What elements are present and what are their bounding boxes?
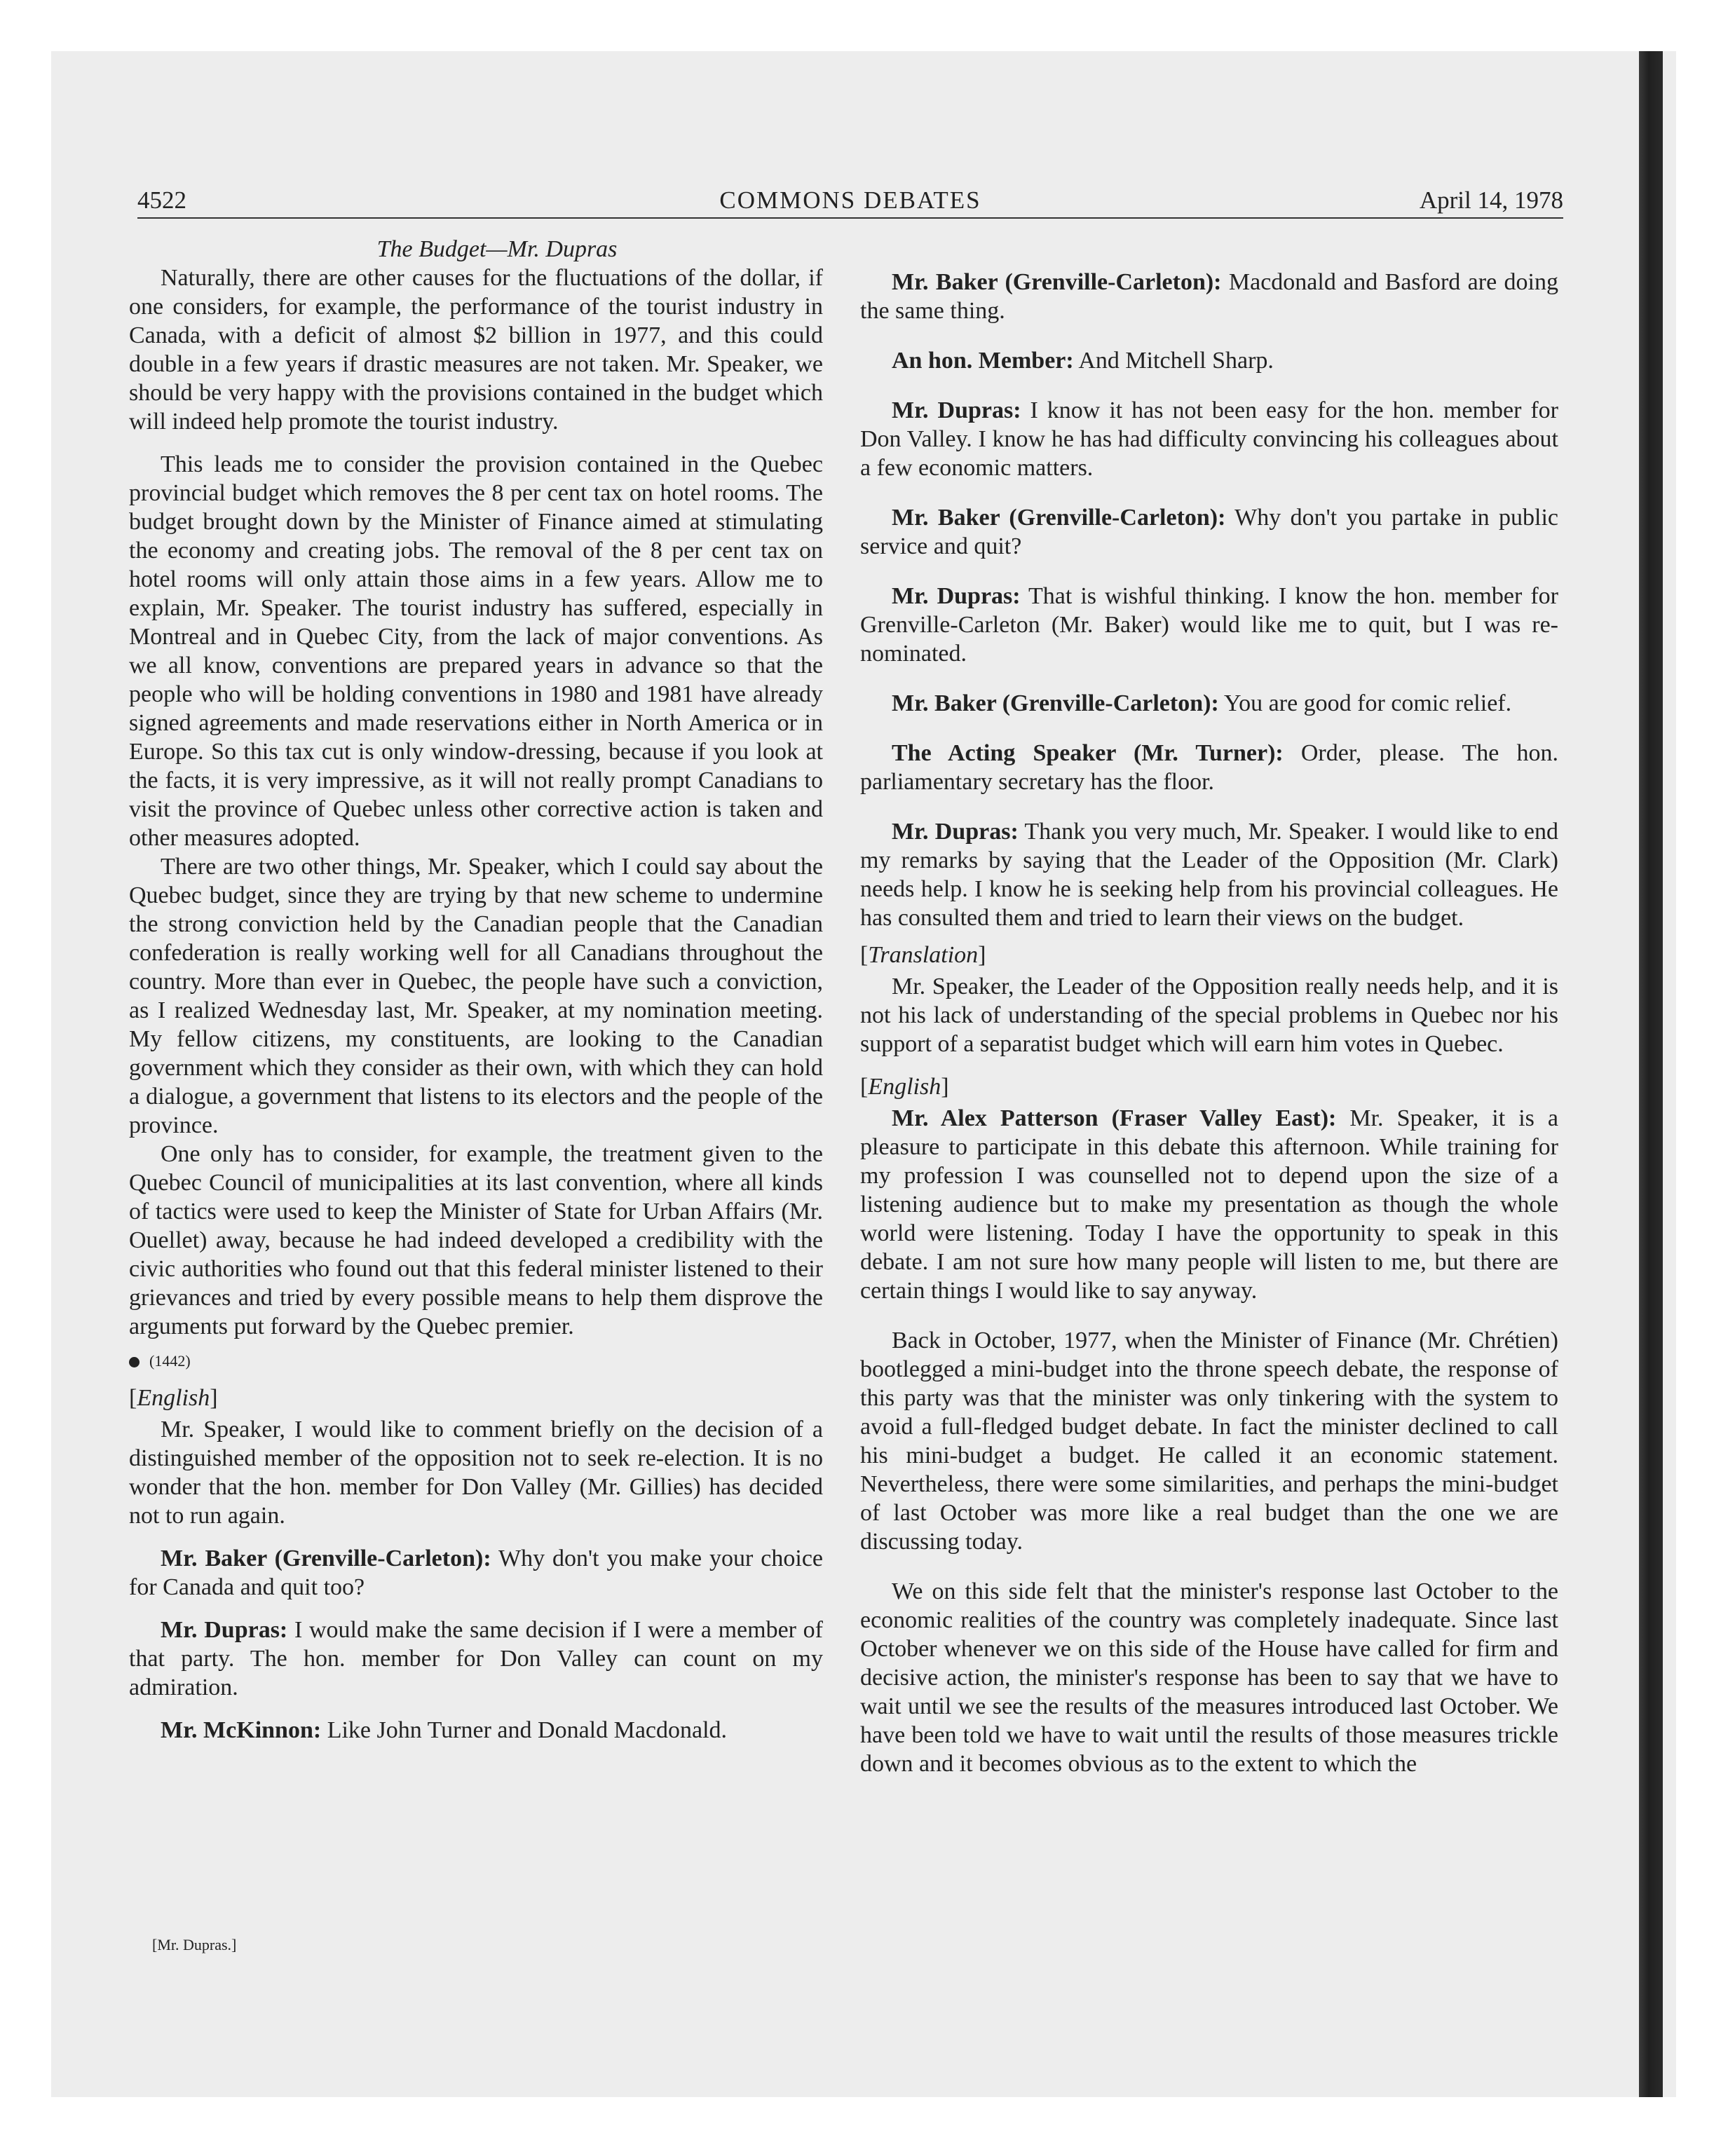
- speaker-name: Mr. Dupras:: [161, 1617, 288, 1643]
- speech: [860, 346, 1558, 375]
- speech-text: Order, please. The hon. parliamentary secretary has the floor.: [860, 740, 1558, 795]
- speech: [860, 503, 1558, 561]
- paragraph: One only has to consider, for example, the treatment given to the Quebec Council of municipalities at its last convention, where all kinds of tactics were used to keep the Minister of State for Urban Affairs (Mr. Ouellet) away, because he had indeed developed a credibility with the civic authorities who found out that this federal minister listened to their grievances and tried by every possible means to help them disprove the arguments put forward by the Quebec premier.: [129, 1141, 823, 1339]
- left-column: [129, 235, 823, 1745]
- publication-title: COMMONS DEBATES: [719, 186, 981, 214]
- speech-text: Macdonald and Basford are doing the same thing.: [860, 269, 1558, 324]
- time-marker: [129, 1346, 823, 1375]
- speaker-name: Mr. Baker (Grenville-Carleton):: [892, 690, 1219, 716]
- speech: [860, 689, 1558, 718]
- speech: [129, 1544, 823, 1602]
- paragraph: Naturally, there are other causes for the fluctuations of the dollar, if one considers, for example, the performance of the tourist industry in Canada, with a deficit of almost $2 billion in 1977, and this could double in a few years if drastic measures are not taken. Mr. Speaker, we should be very happy with the provisions contained in the budget which will indeed help promote the tourist industry.: [129, 265, 823, 435]
- paragraph: Back in October, 1977, when the Minister of Finance (Mr. Chrétien) bootlegged a mini-budget into the throne speech debate, the response of this party was that the minister was only tinkering with the system to avoid a full-fledged budget debate. In fact the minister declined to call his mini-budget a budget. He called it an economic statement. Nevertheless, there were some similarities, and perhaps the mini-budget of last October was more like a real budget than the one we are discussing today.: [860, 1328, 1558, 1555]
- footer-note: [Mr. Dupras.]: [152, 1936, 237, 1953]
- speech: [860, 582, 1558, 668]
- paragraph: Mr. Speaker, the Leader of the Opposition really needs help, and it is not his lack of understanding of the special problems in Quebec nor his support of a separatist budget which will earn him votes in Quebec.: [860, 974, 1558, 1057]
- speech: [860, 739, 1558, 796]
- page-number: 4522: [137, 186, 186, 214]
- running-head: The Budget—Mr. Dupras: [376, 236, 618, 262]
- bullet-icon: [129, 1357, 140, 1367]
- speech: [129, 1616, 823, 1702]
- page-header: [137, 184, 1563, 219]
- speaker-name: An hon. Member:: [892, 348, 1074, 374]
- time-marker-text: (1442): [149, 1352, 191, 1370]
- speaker-name: Mr. Dupras:: [892, 397, 1021, 423]
- scan-edge-shadow: [1639, 51, 1663, 2097]
- speech-text: Why don't you make your choice for Canada and quit too?: [129, 1546, 823, 1600]
- speech-text: I would make the same decision if I were a member of that party. The hon. member for Don Valley can count on my admiration.: [129, 1617, 823, 1700]
- speech: [860, 396, 1558, 482]
- speech-text: Mr. Speaker, it is a pleasure to participate in this debate this afternoon. While training for my profession I was counselled not to depend upon the size of a listening audience but to make my presentation as though the whole world were listening. Today I have the opportunity to speak in this debate. I am not sure how many people will listen to me, but there are certain things I would like to say anyway.: [860, 1105, 1558, 1304]
- paragraph: Mr. Speaker, I would like to comment briefly on the decision of a distinguished member of the opposition not to seek re-election. It is no wonder that the hon. member for Don Valley (Mr. Gillies) has decided not to run again.: [129, 1417, 823, 1529]
- speech-text: Thank you very much, Mr. Speaker. I would like to end my remarks by saying that the Leader of the Opposition (Mr. Clark) needs help. I know he is seeking help from his provincial colleagues. He has consulted them and tried to learn their views on the budget.: [860, 819, 1559, 931]
- language-label: [Translation]: [860, 942, 986, 968]
- paragraph: This leads me to consider the provision contained in the Quebec provincial budget which removes the 8 per cent tax on hotel rooms. The budget brought down by the Minister of Finance aimed at stimulating the economy and creating jobs. The removal of the 8 per cent tax on hotel rooms will only attain those aims in a few years. Allow me to explain, Mr. Speaker. The tourist industry has suffered, especially in Montreal and in Quebec City, from the lack of major conventions. As we all know, conventions are prepared years in advance so that the people who will be holding conventions in 1980 and 1981 have already signed agreements and made reservations either in North America or in Europe. So this tax cut is only window-dressing, because if you look at the facts, it is very impressive, as it will not really prompt Canadians to visit the province of Quebec unless other corrective action is taken and other measures adopted.: [129, 451, 823, 851]
- speech: [860, 1104, 1558, 1305]
- speaker-name: Mr. Dupras:: [892, 819, 1019, 845]
- speaker-name: The Acting Speaker (Mr. Turner):: [892, 740, 1284, 766]
- paragraph: We on this side felt that the minister's response last October to the economic realities of the country was completely inadequate. Since last October whenever we on this side of the House have called for firm and decisive action, the minister's response has been to say that we have to wait until we see the results of the measures introduced last October. We have been told we have to wait until the results of those measures trickle down and it becomes obvious as to the extent to which the: [860, 1578, 1558, 1777]
- speaker-name: Mr. Alex Patterson (Fraser Valley East):: [892, 1105, 1337, 1131]
- speech-text: I know it has not been easy for the hon. member for Don Valley. I know he has had difficulty convincing his colleagues about a few economic matters.: [860, 397, 1558, 481]
- speech-text: Why don't you partake in public service and quit?: [860, 505, 1558, 559]
- speaker-name: Mr. Baker (Grenville-Carleton):: [161, 1546, 491, 1571]
- speech-text: You are good for comic relief.: [1218, 690, 1512, 716]
- right-column: [860, 268, 1558, 1778]
- language-label: [English]: [860, 1074, 949, 1100]
- speaker-name: Mr. McKinnon:: [161, 1717, 322, 1743]
- speaker-name: Mr. Baker (Grenville-Carleton):: [892, 505, 1226, 531]
- speech: [129, 1716, 823, 1745]
- speech-text: Like John Turner and Donald Macdonald.: [321, 1717, 728, 1743]
- speaker-name: Mr. Dupras:: [892, 583, 1021, 609]
- speech: [860, 268, 1558, 325]
- speaker-name: Mr. Baker (Grenville-Carleton):: [892, 269, 1222, 295]
- paragraph: There are two other things, Mr. Speaker, which I could say about the Quebec budget, since they are trying by that new scheme to undermine the strong conviction held by the Canadian people that the Canadian confederation is really working well for all Canadians throughout the country. More than ever in Quebec, the people have such a conviction, as I realized Wednesday last, Mr. Speaker, at my nomination meeting. My fellow citizens, my constituents, are looking to the Canadian government which they consider as their own, with which they can hold a dialogue, a government that listens to its electors and the people of the province.: [129, 854, 823, 1138]
- speech-text: That is wishful thinking. I know the hon. member for Grenville-Carleton (Mr. Baker) would like me to quit, but I was re-nominated.: [860, 583, 1558, 667]
- speech-text: And Mitchell Sharp.: [1073, 348, 1274, 374]
- language-label: [English]: [129, 1385, 218, 1411]
- publication-date: April 14, 1978: [1419, 186, 1563, 214]
- speech: [860, 817, 1558, 932]
